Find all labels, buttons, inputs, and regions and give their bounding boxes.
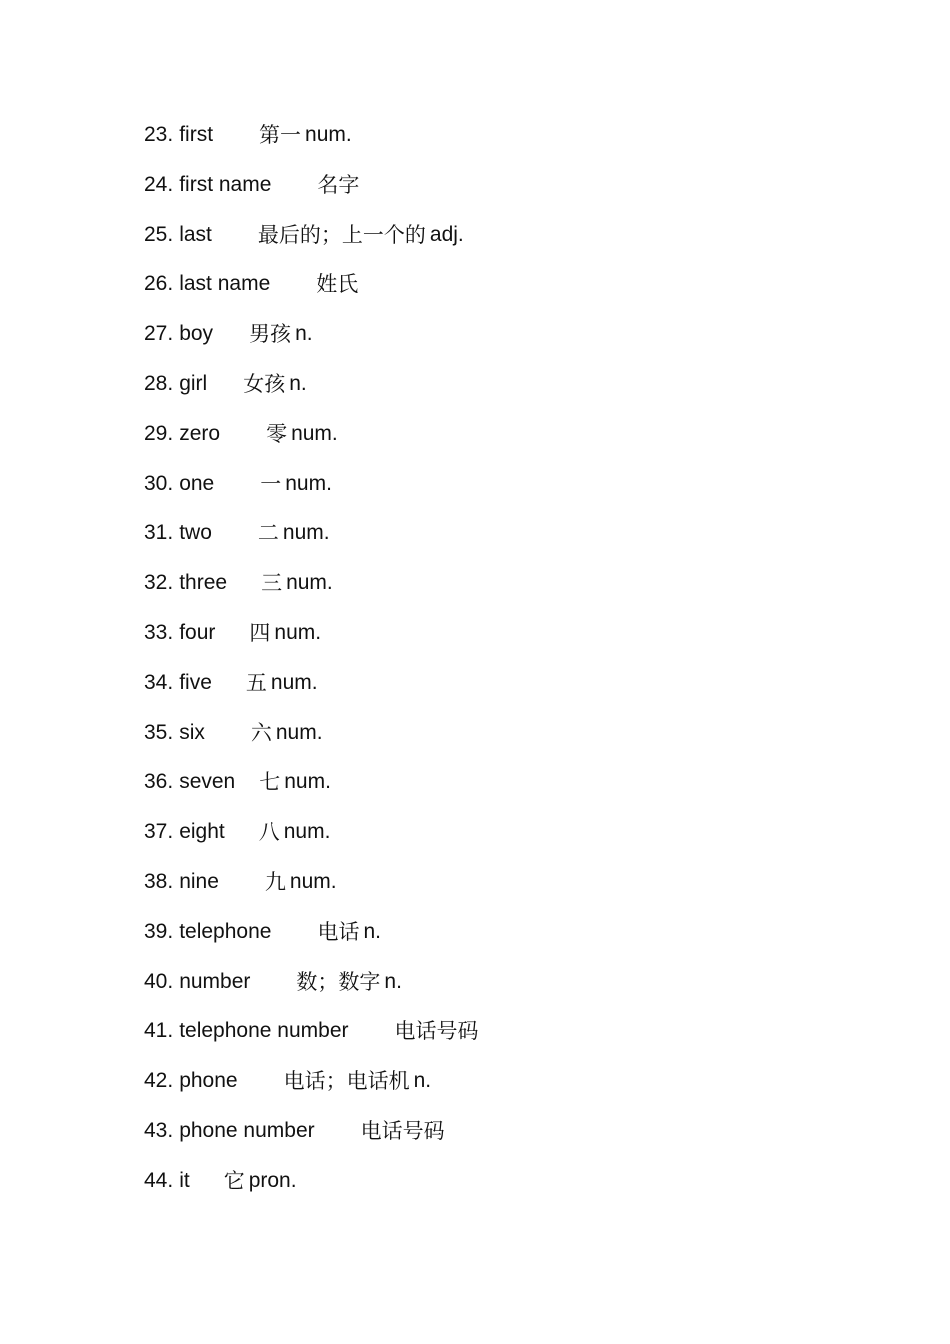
entry-chinese-meaning: 电话；电话机 — [283, 1069, 410, 1094]
entry-part-of-speech: n. — [413, 1069, 432, 1093]
vocab-entry — [144, 566, 479, 616]
entry-chinese-meaning: 零 — [266, 421, 288, 446]
vocab-entry — [144, 666, 479, 716]
entry-number: 31. — [144, 521, 174, 545]
vocab-entry — [144, 417, 479, 467]
entry-english-word: nine — [179, 869, 219, 893]
entry-english-word: seven — [179, 770, 236, 794]
entry-english-word: girl — [179, 371, 208, 395]
entry-chinese-meaning: 二 — [257, 521, 279, 546]
vocab-entry — [144, 1064, 479, 1114]
entry-number: 40. — [144, 969, 174, 993]
entry-part-of-speech: adj. — [429, 222, 464, 246]
vocab-entry — [144, 118, 479, 168]
entry-number: 30. — [144, 471, 174, 495]
entry-number: 26. — [144, 272, 174, 296]
entry-english-word: first name — [179, 172, 272, 196]
entry-part-of-speech: n. — [384, 969, 402, 993]
entry-part-of-speech: num. — [285, 471, 332, 495]
entry-number: 39. — [144, 919, 174, 943]
entry-number: 37. — [144, 820, 174, 844]
entry-part-of-speech: num. — [289, 869, 337, 893]
vocab-entry — [144, 267, 479, 317]
vocab-entry — [144, 965, 479, 1015]
vocab-entry — [144, 616, 479, 666]
vocab-entry — [144, 1164, 479, 1214]
entry-english-word: telephone — [179, 919, 272, 943]
entry-chinese-meaning: 四 — [249, 620, 271, 645]
entry-number: 33. — [144, 620, 174, 644]
entry-chinese-meaning: 五 — [245, 670, 267, 695]
entry-part-of-speech: num. — [270, 670, 318, 694]
entry-chinese-meaning: 一 — [260, 471, 282, 496]
entry-chinese-meaning: 第一 — [259, 123, 302, 147]
entry-number: 38. — [144, 869, 174, 893]
entry-chinese-meaning: 七 — [259, 770, 281, 795]
entry-part-of-speech: num. — [291, 421, 338, 445]
entry-part-of-speech: num. — [274, 620, 322, 644]
entry-part-of-speech: num. — [283, 820, 331, 844]
entry-english-word: one — [179, 471, 215, 495]
entry-english-word: phone number — [179, 1118, 315, 1142]
vocabulary-list — [144, 118, 479, 1214]
entry-chinese-meaning: 六 — [250, 720, 272, 745]
entry-number: 43. — [144, 1118, 174, 1142]
entry-english-word: three — [179, 571, 228, 595]
entry-chinese-meaning: 名字 — [317, 172, 360, 197]
vocab-entry — [144, 367, 479, 417]
entry-english-word: four — [179, 620, 216, 644]
entry-chinese-meaning: 电话 — [317, 919, 360, 944]
entry-chinese-meaning: 电话号码 — [360, 1118, 445, 1143]
entry-chinese-meaning: 最后的；上一个的 — [257, 222, 426, 247]
entry-part-of-speech: num. — [282, 521, 330, 545]
entry-english-word: last — [179, 222, 212, 246]
entry-chinese-meaning: 三 — [261, 571, 283, 596]
entry-number: 29. — [144, 421, 174, 445]
entry-english-word: last name — [179, 272, 271, 296]
entry-number: 23. — [144, 123, 174, 146]
entry-english-word: two — [179, 521, 212, 545]
entry-english-word: it — [179, 1168, 190, 1192]
entry-part-of-speech: pron. — [248, 1168, 297, 1192]
vocab-entry — [144, 765, 479, 815]
entry-english-word: number — [179, 969, 251, 993]
entry-part-of-speech: num. — [275, 720, 323, 744]
entry-number: 34. — [144, 670, 174, 694]
entry-english-word: telephone number — [179, 1019, 349, 1043]
entry-number: 32. — [144, 571, 174, 595]
entry-number: 44. — [144, 1168, 174, 1192]
vocab-entry — [144, 815, 479, 865]
entry-number: 27. — [144, 322, 174, 346]
entry-number: 36. — [144, 770, 174, 794]
entry-number: 42. — [144, 1069, 174, 1093]
entry-chinese-meaning: 九 — [264, 869, 286, 894]
entry-english-word: six — [179, 720, 205, 744]
entry-english-word: eight — [179, 820, 225, 844]
entry-chinese-meaning: 男孩 — [249, 322, 292, 347]
vocab-entry — [144, 1114, 479, 1164]
entry-chinese-meaning: 八 — [258, 820, 280, 845]
vocab-entry — [144, 716, 479, 766]
entry-english-word: boy — [179, 322, 214, 346]
entry-part-of-speech: num. — [286, 571, 333, 595]
entry-number: 25. — [144, 222, 174, 246]
entry-chinese-meaning: 电话号码 — [394, 1019, 479, 1044]
vocab-entry — [144, 915, 479, 965]
entry-chinese-meaning: 女孩 — [243, 371, 286, 396]
entry-part-of-speech: num. — [284, 770, 331, 794]
entry-number: 41. — [144, 1019, 174, 1043]
entry-english-word: phone — [179, 1069, 238, 1093]
entry-english-word: five — [179, 670, 212, 694]
entry-number: 24. — [144, 172, 174, 196]
vocab-entry — [144, 218, 479, 268]
entry-part-of-speech: n. — [289, 371, 307, 395]
entry-number: 35. — [144, 720, 174, 744]
vocab-entry — [144, 516, 479, 566]
entry-english-word: zero — [179, 421, 221, 445]
vocab-entry — [144, 168, 479, 218]
vocab-entry — [144, 317, 479, 367]
entry-part-of-speech: n. — [363, 919, 381, 943]
vocab-entry — [144, 1014, 479, 1064]
entry-chinese-meaning: 姓氏 — [316, 272, 359, 297]
entry-english-word: first — [179, 123, 214, 146]
vocab-entry — [144, 865, 479, 915]
entry-chinese-meaning: 它 — [223, 1168, 245, 1193]
entry-number: 28. — [144, 371, 174, 395]
vocab-entry — [144, 467, 479, 517]
entry-part-of-speech: n. — [295, 322, 313, 346]
entry-part-of-speech: num. — [305, 123, 352, 146]
entry-chinese-meaning: 数；数字 — [296, 969, 381, 994]
